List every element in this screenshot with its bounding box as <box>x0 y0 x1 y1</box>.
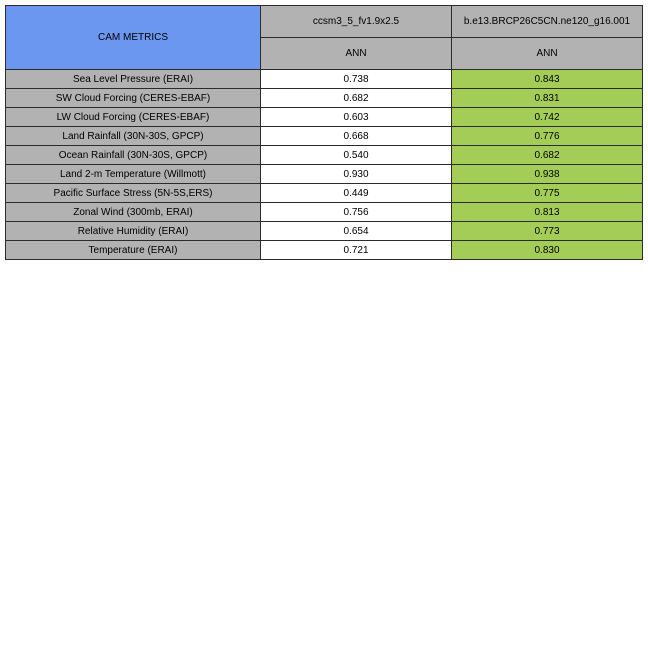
row-label: Zonal Wind (300mb, ERAI) <box>6 203 261 222</box>
column-header-period-1: ANN <box>261 38 452 70</box>
column-header-period-2: ANN <box>452 38 643 70</box>
row-label: LW Cloud Forcing (CERES-EBAF) <box>6 108 261 127</box>
metric-value-col-1: 0.668 <box>261 127 452 146</box>
table-row <box>6 222 643 241</box>
metric-value-col-2: 0.831 <box>452 89 643 108</box>
metric-value-col-1: 0.682 <box>261 89 452 108</box>
row-label: Temperature (ERAI) <box>6 241 261 260</box>
metric-value-col-2: 0.938 <box>452 165 643 184</box>
table-row <box>6 89 643 108</box>
row-label: Ocean Rainfall (30N-30S, GPCP) <box>6 146 261 165</box>
table-title: CAM METRICS <box>6 6 261 70</box>
header-row-case <box>6 6 643 38</box>
cam-metrics-table <box>5 5 643 260</box>
row-label: Sea Level Pressure (ERAI) <box>6 70 261 89</box>
metric-value-col-2: 0.843 <box>452 70 643 89</box>
metric-value-col-1: 0.449 <box>261 184 452 203</box>
table-row <box>6 203 643 222</box>
metric-value-col-1: 0.756 <box>261 203 452 222</box>
row-label: Relative Humidity (ERAI) <box>6 222 261 241</box>
table-row <box>6 127 643 146</box>
metric-value-col-1: 0.603 <box>261 108 452 127</box>
row-label: Pacific Surface Stress (5N-5S,ERS) <box>6 184 261 203</box>
table-row <box>6 184 643 203</box>
metric-value-col-2: 0.742 <box>452 108 643 127</box>
metric-value-col-2: 0.830 <box>452 241 643 260</box>
metric-value-col-2: 0.775 <box>452 184 643 203</box>
column-header-case-1: ccsm3_5_fv1.9x2.5 <box>261 6 452 38</box>
metric-value-col-2: 0.773 <box>452 222 643 241</box>
metric-value-col-1: 0.654 <box>261 222 452 241</box>
metric-value-col-1: 0.930 <box>261 165 452 184</box>
table-row <box>6 241 643 260</box>
row-label: Land Rainfall (30N-30S, GPCP) <box>6 127 261 146</box>
table-row <box>6 108 643 127</box>
metric-value-col-2: 0.813 <box>452 203 643 222</box>
row-label: SW Cloud Forcing (CERES-EBAF) <box>6 89 261 108</box>
metric-value-col-1: 0.738 <box>261 70 452 89</box>
table-row <box>6 70 643 89</box>
row-label: Land 2-m Temperature (Willmott) <box>6 165 261 184</box>
table-row <box>6 146 643 165</box>
metric-value-col-1: 0.721 <box>261 241 452 260</box>
metric-value-col-2: 0.682 <box>452 146 643 165</box>
metric-value-col-2: 0.776 <box>452 127 643 146</box>
column-header-case-2: b.e13.BRCP26C5CN.ne120_g16.001 <box>452 6 643 38</box>
table-row <box>6 165 643 184</box>
metric-value-col-1: 0.540 <box>261 146 452 165</box>
